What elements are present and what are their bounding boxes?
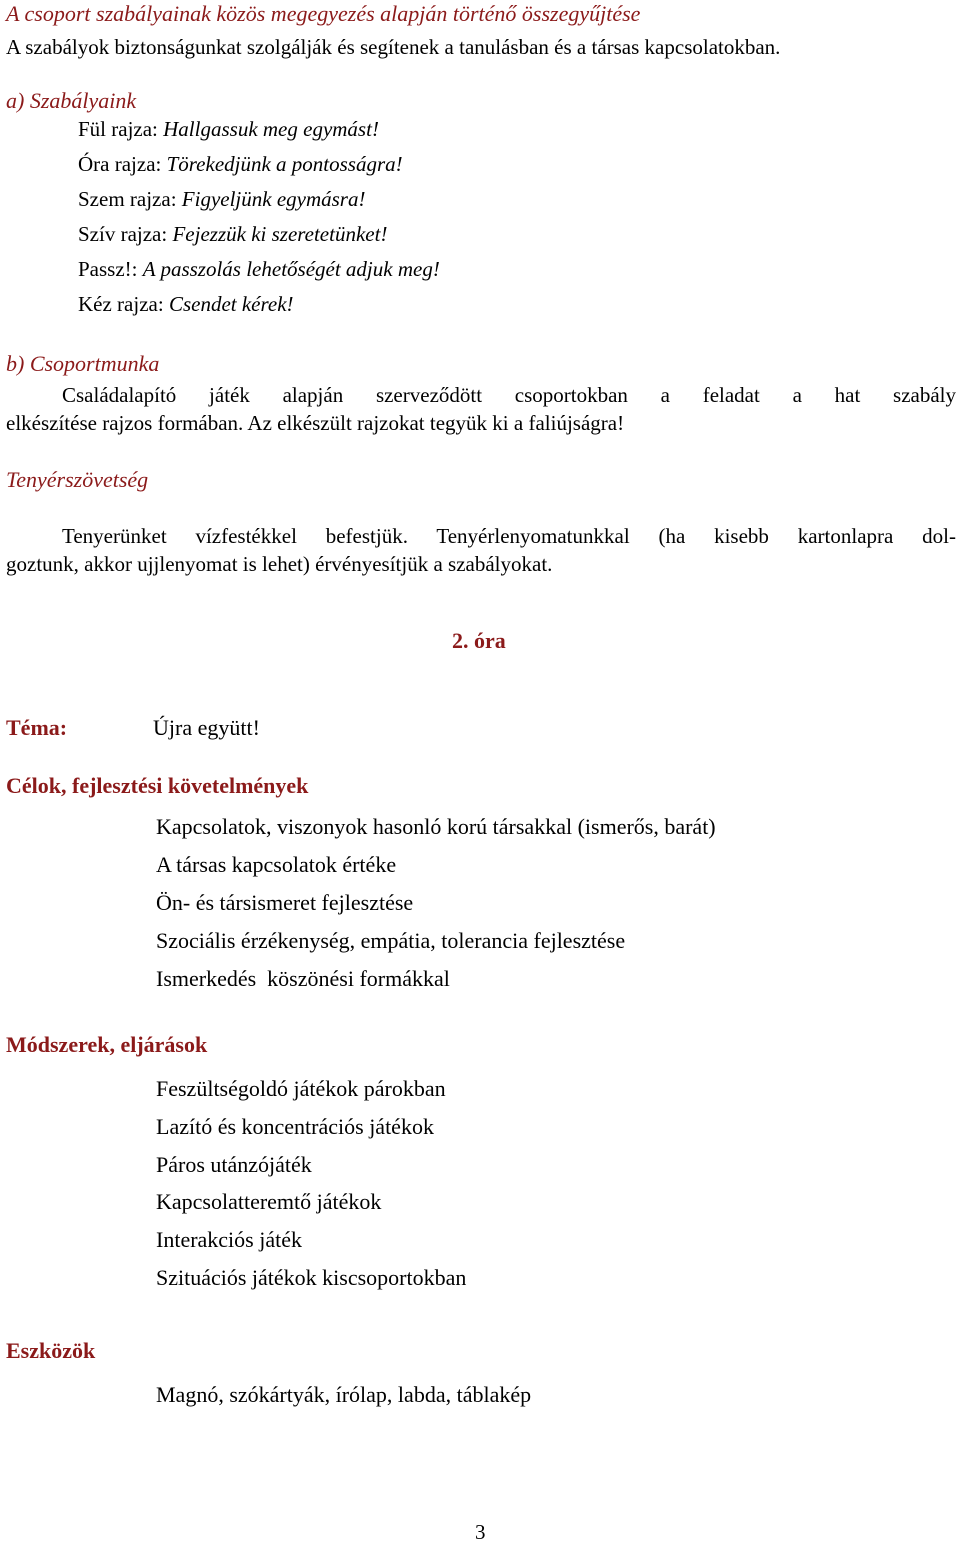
goal-item: Kapcsolatok, viszonyok hasonló korú társakkal (ismerős, barát)	[156, 814, 716, 839]
tenyer-line: Tenyerünket vízfestékkel befestjük. Tenyérlenyomatunkkal (ha kisebb kartonlapra dol-	[62, 524, 956, 548]
lesson-number: 2. óra	[452, 628, 506, 653]
method-item: Feszültségoldó játékok párokban	[156, 1076, 446, 1101]
section-b-heading: b) Csoportmunka	[6, 351, 160, 376]
theme-value: Újra együtt!	[153, 715, 260, 740]
goal-item: Szociális érzékenység, empátia, tolerancia fejlesztése	[156, 928, 626, 953]
rule-label: Passz!:	[78, 257, 138, 281]
method-item: Páros utánzójáték	[156, 1152, 312, 1177]
rule-text: Fejezzük ki szeretetünket!	[172, 222, 388, 246]
method-item: Interakciós játék	[156, 1227, 302, 1252]
tenyer-line: goztunk, akkor ujjlenyomat is lehet) érvényesítjük a szabályokat.	[6, 552, 553, 576]
tenyer-heading: Tenyérszövetség	[6, 467, 149, 492]
section-a-heading: a) Szabályaink	[6, 88, 137, 113]
page-number: 3	[475, 1520, 486, 1544]
goals-heading: Célok, fejlesztési követelmények	[6, 773, 309, 798]
rule-item	[78, 189, 365, 210]
rule-item	[78, 119, 379, 140]
section-b-line: Családalapító játék alapján szerveződött csoportokban a feladat a hat szabály	[62, 383, 956, 407]
rule-text: Hallgassuk meg egymást!	[163, 117, 379, 141]
goal-item: Ön- és társismeret fejlesztése	[156, 890, 414, 915]
method-item: Kapcsolatteremtő játékok	[156, 1189, 382, 1214]
tools-heading: Eszközök	[6, 1338, 96, 1363]
document-title: A csoport szabályainak közös megegyezés alapján történő összegyűjtése	[6, 1, 641, 26]
rule-label: Szem rajza:	[78, 187, 177, 211]
intro-text: A szabályok biztonságunkat szolgálják és segítenek a tanulásban és a társas kapcsolatokban.	[6, 35, 781, 59]
rule-item	[78, 154, 403, 175]
rule-label: Fül rajza:	[78, 117, 158, 141]
rule-label: Kéz rajza:	[78, 292, 164, 316]
rule-label: Szív rajza:	[78, 222, 168, 246]
goal-item: A társas kapcsolatok értéke	[156, 852, 397, 877]
rule-item	[78, 259, 440, 280]
tenyer-paragraph	[6, 522, 956, 578]
goal-item: Ismerkedés köszönési formákkal	[156, 966, 450, 991]
method-item: Lazító és koncentrációs játékok	[156, 1114, 434, 1139]
theme-label: Téma:	[6, 715, 68, 740]
rule-text: Törekedjünk a pontosságra!	[166, 152, 403, 176]
section-b-line: elkészítése rajzos formában. Az elkészült rajzokat tegyük ki a faliújságra!	[6, 411, 625, 435]
rule-item	[78, 224, 387, 245]
rule-text: Csendet kérek!	[168, 292, 294, 316]
rule-label: Óra rajza:	[78, 152, 162, 176]
section-b-paragraph	[6, 381, 956, 437]
rule-text: A passzolás lehetőségét adjuk meg!	[142, 257, 440, 281]
methods-heading: Módszerek, eljárások	[6, 1032, 208, 1057]
tools-text: Magnó, szókártyák, írólap, labda, táblakép	[156, 1382, 532, 1407]
rule-text: Figyeljünk egymásra!	[181, 187, 366, 211]
rule-item	[78, 294, 294, 315]
method-item: Szituációs játékok kiscsoportokban	[156, 1265, 467, 1290]
